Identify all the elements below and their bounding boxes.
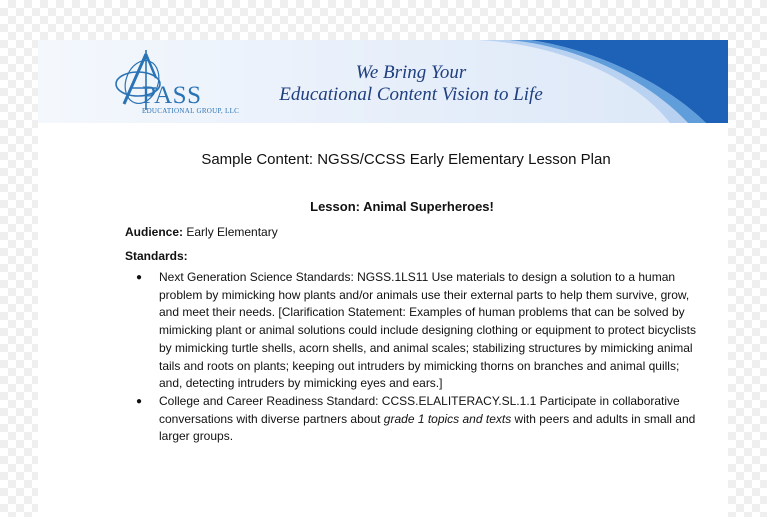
audience-label: Audience: [125, 225, 184, 239]
list-item-ccss [136, 393, 699, 446]
audience-field [125, 225, 278, 239]
document-page [38, 40, 728, 517]
ngss-standard-text: Next Generation Science Standards: NGSS.1LS11 Use materials to design a solution to a human problem by mimicking how plants and/or animals use their external parts to help them survive, grow, and meet their needs. [Clarification Statement: Examples of human problems that can be solved by mimicking plant or animal solutions could include designing clothing or equipment to protect bicyclists by mimicking turtle shells, acorn shells, and animal scales; stabilizing structures by mimicking animal tails and roots on plants; keeping out intruders by mimicking thorns on branches and animal quills; and, detecting intruders by mimicking eyes and ears.] [159, 270, 696, 391]
logo-subtitle: EDUCATIONAL GROUP, LLC [142, 107, 240, 115]
bullet-icon: ● [136, 395, 143, 407]
audience-value: Early Elementary [186, 225, 278, 239]
tagline-line-1: We Bring Your [355, 62, 467, 83]
logo-wordmark: PASS [142, 82, 202, 109]
lesson-title: Lesson: Animal Superheroes! [310, 199, 494, 214]
document-title: Sample Content: NGSS/CCSS Early Elementary Lesson Plan [201, 151, 611, 168]
standards-label: Standards: [125, 249, 188, 263]
tagline-line-2: Educational Content Vision to Life [279, 84, 543, 105]
standards-list [136, 269, 699, 446]
standards-heading [125, 249, 188, 263]
bullet-icon: ● [136, 272, 143, 283]
tagline [266, 62, 556, 106]
list-item-ngss [136, 269, 699, 393]
apass-logo [112, 48, 240, 118]
header-banner [38, 40, 728, 123]
ccss-standard-text-after: with peers and adults in small and larger groups. [159, 411, 696, 444]
ccss-standard-text-italic: grade 1 topics and texts [383, 411, 512, 426]
ccss-standard-text-before: College and Career Readiness Standard: CCSS.ELALITERACY.SL.1.1 Participate in collaborative conversations with diverse partners about [159, 393, 680, 426]
